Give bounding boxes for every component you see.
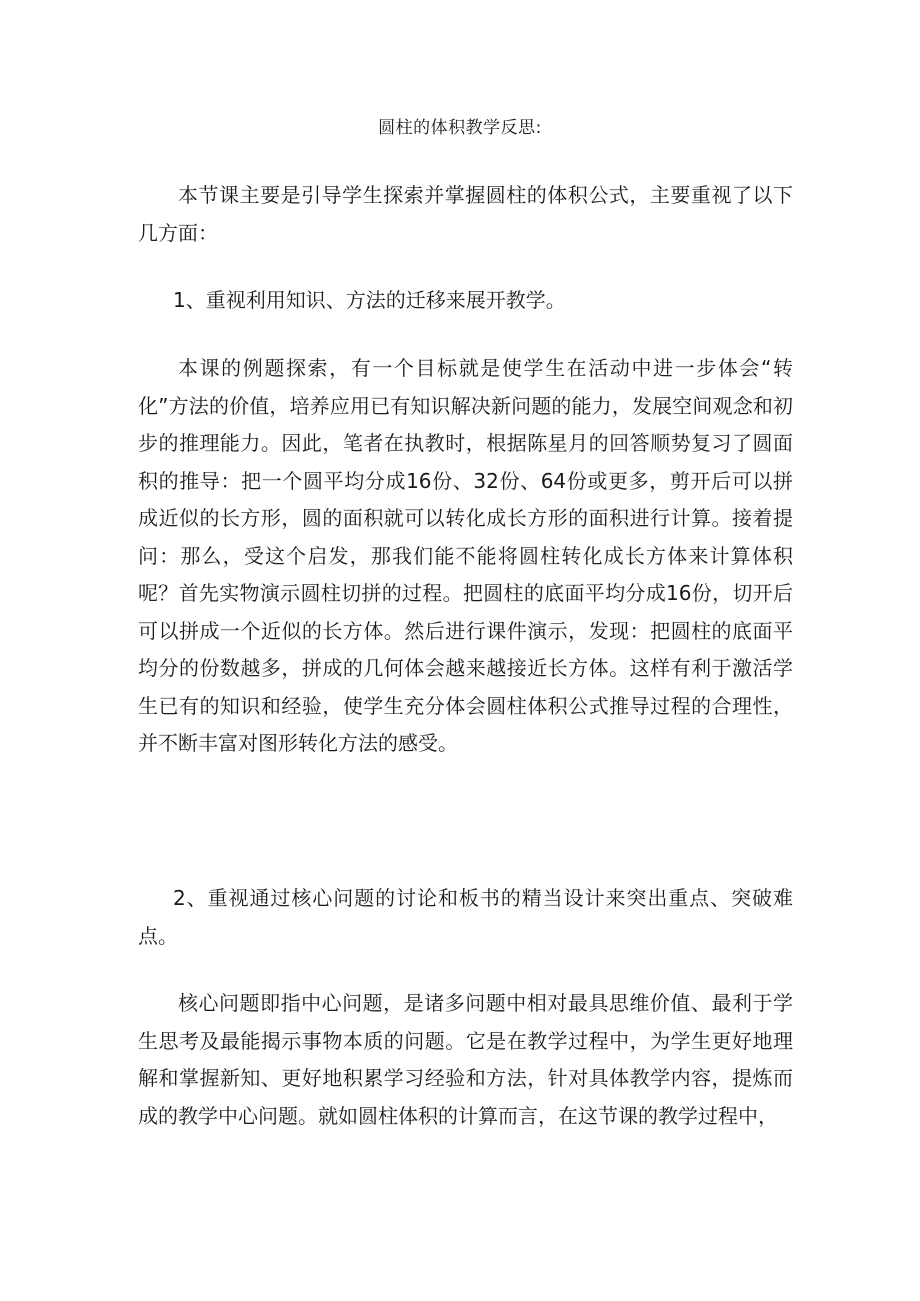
section-1-heading: 1、重视利用知识、方法的迁移来展开教学。 xyxy=(173,288,566,312)
section-2-heading: 2、重视通过核心问题的讨论和板书的精当设计来突出重点、突破难点。 xyxy=(138,886,793,948)
document-title: 圆柱的体积教学反思: xyxy=(378,118,542,138)
section-2-body: 核心问题即指中心问题，是诸多问题中相对最具思维价值、最利于学生思考及最能揭示事物本质的问题。它是在教学过程中，为学生更好地理解和掌握新知、更好地积累学习经验和方法，针对具体教学内容，提炼而成的教学中心问题。就如圆柱体积的计算而言，在这节课的教学过程中， xyxy=(138,991,793,1128)
section-1-body: 本课的例题探索，有一个目标就是使学生在活动中进一步体会“转化”方法的价值，培养应用已有知识解决新问题的能力，发展空间观念和初步的推理能力。因此，笔者在执教时，根据陈星月的回答顺势复习了圆面积的推导：把一个圆平均分成16份、32份、64份或更多，剪开后可以拼成近似的长方形，圆的面积就可以转化成长方形的面积进行计算。接着提问：那么，受这个启发，那我们能不能将圆柱转化成长方体来计算体积呢？首先实物演示圆柱切拼的过程。把圆柱的底面平均分成16份，切开后可以拼成一个近似的长方体。然后进行课件演示，发现：把圆柱的底面平均分的份数越多，拼成的几何体会越来越接近长方体。这样有利于激活学生已有的知识和经验，使学生充分体会圆柱体积公式推导过程的合理性，并不断丰富对图形转化方法的感受。 xyxy=(138,356,793,755)
intro-paragraph: 本节课主要是引导学生探索并掌握圆柱的体积公式，主要重视了以下几方面： xyxy=(138,183,793,245)
